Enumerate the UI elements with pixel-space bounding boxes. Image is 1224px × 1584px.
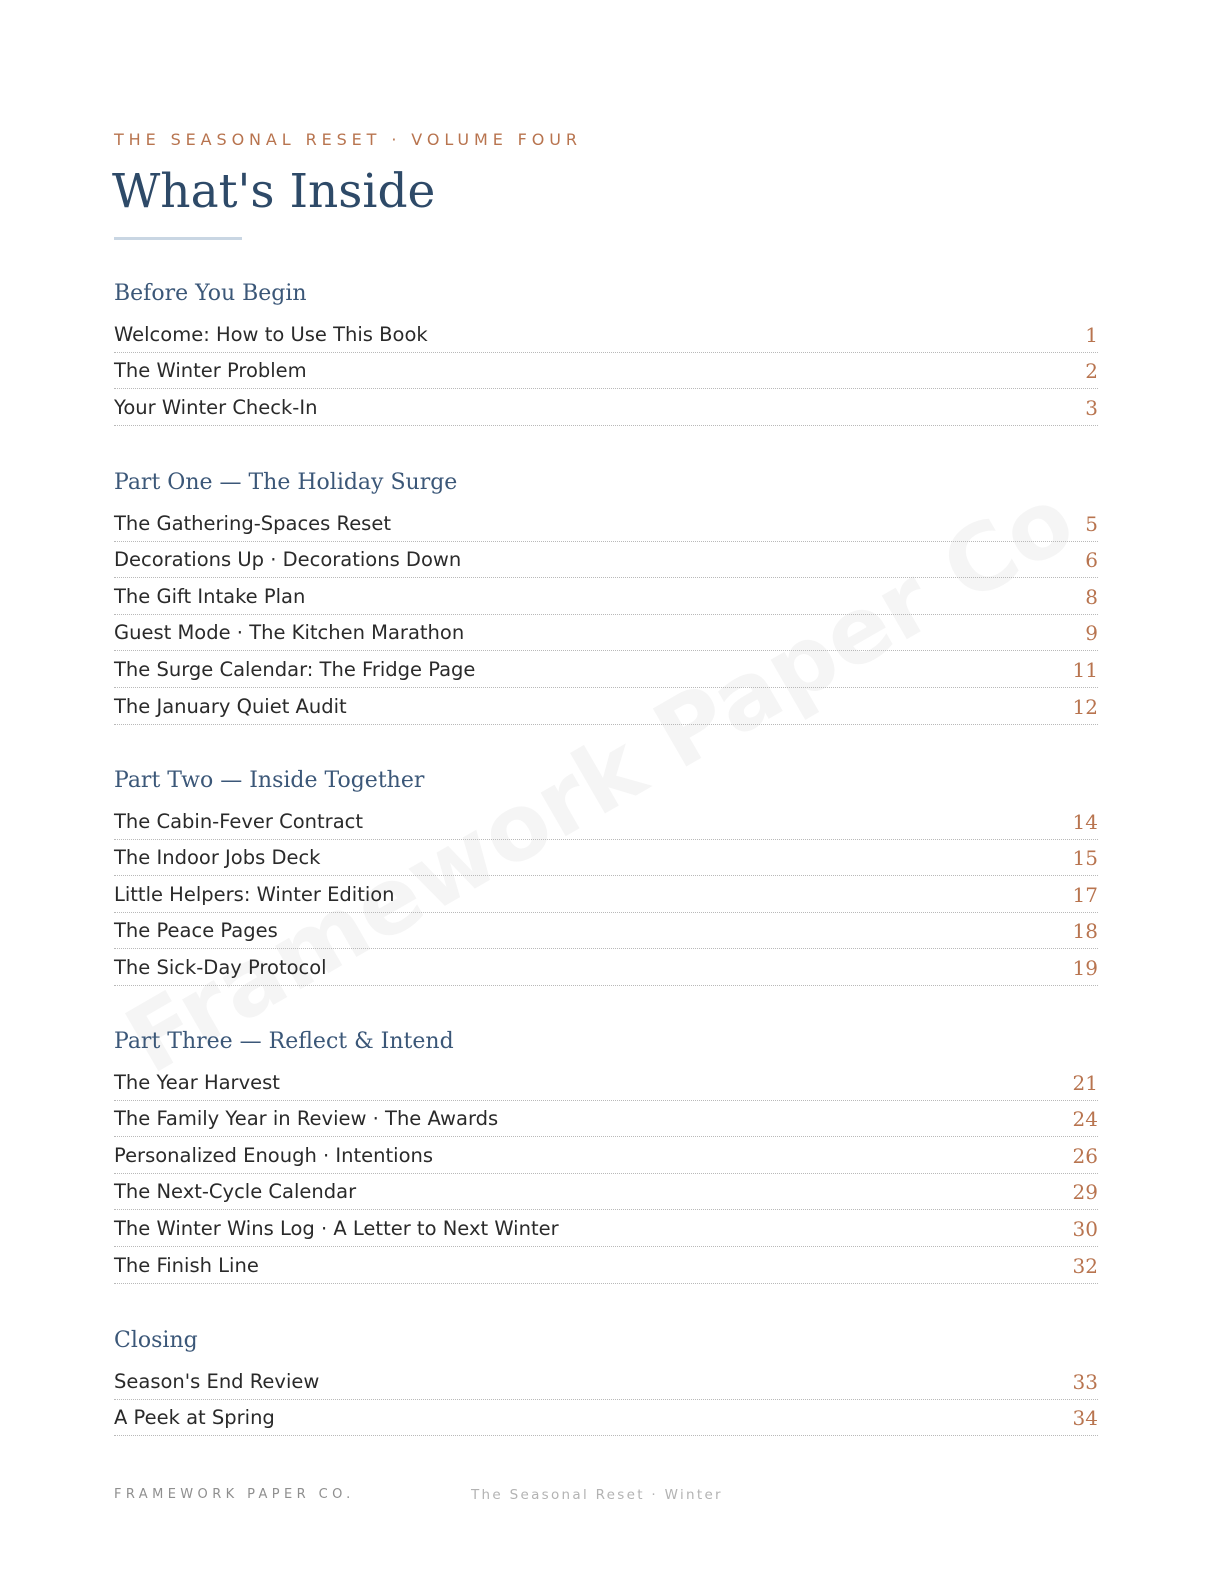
toc-entry-title: Decorations Up · Decorations Down: [114, 548, 462, 572]
toc-entry-title: The Gift Intake Plan: [114, 584, 306, 608]
toc-entry[interactable]: [114, 1363, 1098, 1400]
toc-entry-page: 26: [1072, 1143, 1098, 1168]
toc-entry[interactable]: [114, 389, 1098, 426]
toc-entry-title: The Year Harvest: [114, 1070, 280, 1094]
toc-entry[interactable]: [114, 803, 1098, 840]
toc-entry[interactable]: [114, 688, 1098, 725]
toc-entry-page: 3: [1085, 395, 1098, 420]
toc-entry[interactable]: [114, 505, 1098, 542]
toc-entry-page: 30: [1072, 1216, 1098, 1241]
toc-entry-page: 2: [1085, 359, 1098, 384]
toc-entry[interactable]: [114, 542, 1098, 579]
toc-entry[interactable]: [114, 578, 1098, 615]
toc-entry-title: A Peek at Spring: [114, 1406, 275, 1430]
toc-entry[interactable]: [114, 1174, 1098, 1211]
section-heading: Closing: [114, 1328, 198, 1353]
toc-entry-page: 34: [1072, 1406, 1098, 1431]
toc-entry-title: Personalized Enough · Intentions: [114, 1143, 434, 1167]
toc-entry-title: The Winter Problem: [114, 359, 307, 383]
toc-entry-title: The Finish Line: [114, 1253, 259, 1277]
toc-entry-title: Your Winter Check-In: [114, 395, 318, 419]
toc-entry[interactable]: [114, 876, 1098, 913]
toc-entry-page: 17: [1072, 882, 1098, 907]
toc-entry-page: 12: [1072, 694, 1098, 719]
toc-entry[interactable]: [114, 353, 1098, 390]
toc-entry-title: The Surge Calendar: The Fridge Page: [114, 657, 476, 681]
toc-entry-page: 33: [1072, 1369, 1098, 1394]
toc-section-part-three: [114, 1028, 1098, 1284]
toc-entry-title: The Next-Cycle Calendar: [114, 1180, 357, 1204]
toc-entry-page: 19: [1072, 955, 1098, 980]
section-heading: Part Three — Reflect & Intend: [114, 1029, 454, 1054]
toc-entry[interactable]: [114, 949, 1098, 986]
toc-entry-title: The Cabin-Fever Contract: [114, 809, 364, 833]
toc-entry[interactable]: [114, 1247, 1098, 1284]
footer-brand: FRAMEWORK PAPER CO.: [114, 1487, 355, 1502]
toc-entry[interactable]: [114, 316, 1098, 353]
toc-entry-title: The Indoor Jobs Deck: [114, 846, 321, 870]
toc-entry-page: 14: [1072, 809, 1098, 834]
footer-series: The Seasonal Reset · Winter: [471, 1487, 723, 1503]
toc-entry-title: The Family Year in Review · The Awards: [114, 1107, 499, 1131]
toc-entry-title: Little Helpers: Winter Edition: [114, 882, 395, 906]
toc-section-part-two: [114, 767, 1098, 986]
page-title: What's Inside: [112, 164, 436, 219]
toc-entry[interactable]: [114, 1101, 1098, 1138]
section-heading: Part Two — Inside Together: [114, 768, 425, 793]
toc-entry-page: 8: [1085, 584, 1098, 609]
toc-entry[interactable]: [114, 1137, 1098, 1174]
toc-entry-title: The Sick-Day Protocol: [114, 955, 327, 979]
toc-entry-page: 1: [1085, 322, 1098, 347]
toc-entry[interactable]: [114, 1400, 1098, 1437]
toc-entry[interactable]: [114, 913, 1098, 950]
title-underline: [114, 237, 242, 240]
toc-entry-title: Season's End Review: [114, 1369, 320, 1393]
section-heading: Part One — The Holiday Surge: [114, 470, 458, 495]
toc-entry[interactable]: [114, 840, 1098, 877]
toc-entry-title: Welcome: How to Use This Book: [114, 322, 428, 346]
toc-entry-page: 21: [1072, 1070, 1098, 1095]
toc-entry[interactable]: [114, 1064, 1098, 1101]
toc-section-closing: [114, 1327, 1098, 1436]
toc-section-before-you-begin: [114, 280, 1098, 426]
toc-entry-title: The Peace Pages: [114, 919, 278, 943]
toc-entry[interactable]: [114, 1210, 1098, 1247]
toc-entry-title: Guest Mode · The Kitchen Marathon: [114, 621, 465, 645]
toc-entry-page: 9: [1085, 621, 1098, 646]
toc-entry[interactable]: [114, 615, 1098, 652]
toc-entry[interactable]: [114, 651, 1098, 688]
section-heading: Before You Begin: [114, 281, 307, 306]
toc-section-part-one: [114, 469, 1098, 725]
toc-entry-page: 32: [1072, 1253, 1098, 1278]
toc-entry-page: 15: [1072, 846, 1098, 871]
toc-entry-page: 5: [1085, 511, 1098, 536]
table-of-contents-page: [114, 0, 1098, 1584]
toc-entry-title: The Winter Wins Log · A Letter to Next Winter: [114, 1216, 559, 1240]
toc-entry-title: The January Quiet Audit: [114, 694, 347, 718]
toc-entry-page: 24: [1072, 1107, 1098, 1132]
eyebrow-label: THE SEASONAL RESET · VOLUME FOUR: [114, 130, 582, 149]
toc-entry-page: 6: [1085, 548, 1098, 573]
toc-entry-page: 29: [1072, 1180, 1098, 1205]
toc-entry-page: 11: [1072, 657, 1098, 682]
toc-entry-page: 18: [1072, 919, 1098, 944]
toc-entry-title: The Gathering-Spaces Reset: [114, 511, 391, 535]
